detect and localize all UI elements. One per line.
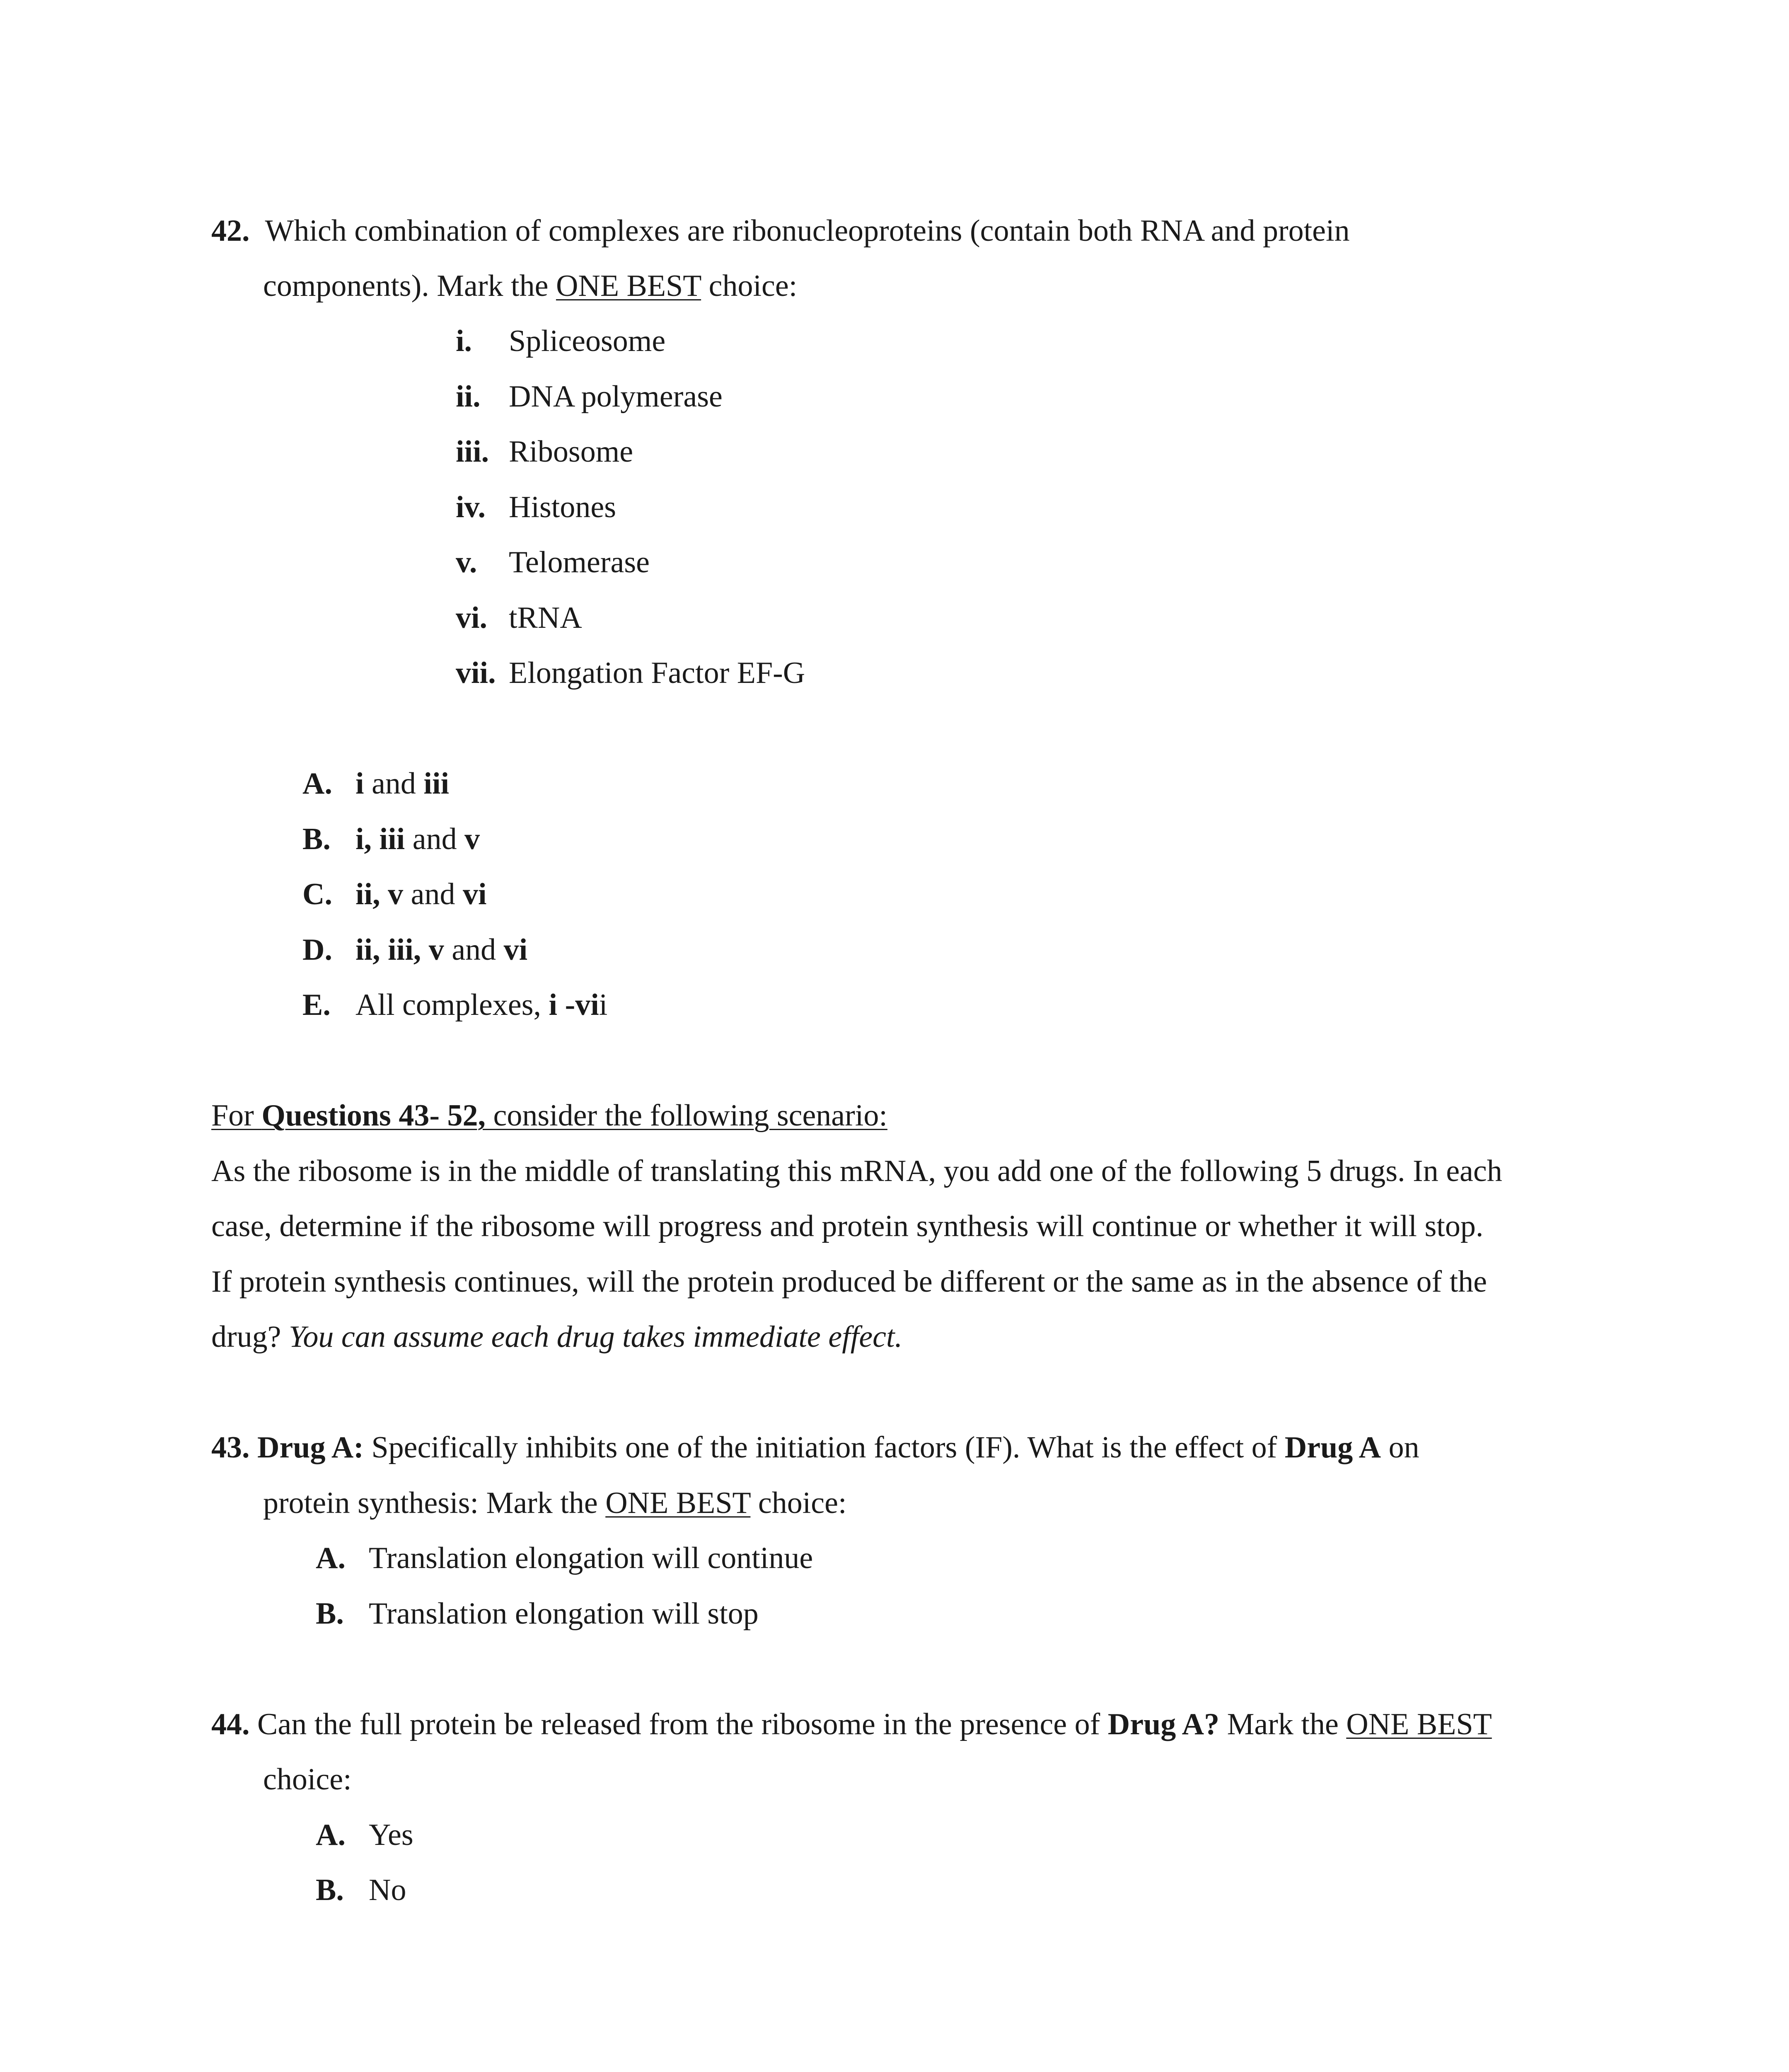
q42-item-text: Histones	[509, 490, 616, 524]
q42-stem-post: choice:	[701, 269, 798, 303]
q42-stem-line1	[211, 203, 1350, 259]
choice-item-ref: ii, v	[355, 877, 404, 911]
q42-item	[456, 645, 805, 701]
q44-stem-mid: Mark the	[1219, 1707, 1347, 1741]
q43-drug: Drug A:	[257, 1431, 364, 1464]
scenario-intro-post: consider the following scenario:	[485, 1099, 887, 1133]
q42-stem-line2	[263, 258, 797, 314]
q43-stem-end: on	[1381, 1431, 1419, 1464]
scenario-line4-pre: drug?	[211, 1320, 289, 1354]
q42-item-text: DNA polymerase	[509, 380, 723, 414]
choice-text: No	[369, 1873, 406, 1907]
q44-choice-a[interactable]	[316, 1807, 413, 1863]
q42-stem-text: Which combination of complexes are ribonucleoproteins (contain both RNA and protein	[265, 214, 1350, 248]
q44-stem-line2: choice:	[263, 1762, 352, 1796]
q42-item-num: ii.	[456, 380, 481, 414]
q42-item	[456, 535, 650, 590]
choice-label: C.	[302, 877, 332, 911]
q42-stem-pre: components). Mark the	[263, 269, 556, 303]
choice-text: Yes	[369, 1818, 413, 1852]
choice-item-ref: i -vi	[549, 988, 599, 1022]
choice-label: B.	[316, 1597, 344, 1631]
scenario-line: As the ribosome is in the middle of translating this mRNA, you add one of the following 5 drugs. In each	[211, 1154, 1502, 1188]
q42-one-best: ONE BEST	[556, 269, 701, 303]
scenario-line4-italic: You can assume each drug takes immediate effect.	[289, 1320, 903, 1354]
choice-item-ref: i	[355, 767, 364, 801]
q42-item-num: i.	[456, 324, 472, 358]
choice-text: i	[599, 988, 608, 1022]
choice-text: and	[405, 822, 465, 856]
choice-text: All complexes,	[355, 988, 549, 1022]
q43-stem-line1	[211, 1420, 1419, 1475]
q44-stem-line1	[211, 1697, 1492, 1752]
q44-number: 44.	[211, 1707, 250, 1741]
q42-item-num: iv.	[456, 490, 486, 524]
q42-choice-e[interactable]	[302, 977, 607, 1033]
q42-item-num: v.	[456, 545, 477, 579]
choice-label: A.	[302, 767, 332, 801]
q44-one-best: ONE BEST	[1346, 1707, 1492, 1741]
q43-stem-post: choice:	[750, 1486, 847, 1520]
q42-item-text: Ribosome	[509, 435, 633, 469]
choice-text: and	[403, 877, 463, 911]
q42-choice-b[interactable]	[302, 811, 480, 867]
scenario-line	[211, 1309, 902, 1365]
choice-item-ref: vi	[503, 933, 528, 967]
q42-choice-a[interactable]	[302, 756, 449, 811]
choice-item-ref: v	[464, 822, 480, 856]
choice-item-ref: i, iii	[355, 822, 405, 856]
q42-item-num: vi.	[456, 601, 488, 635]
q43-number: 43.	[211, 1431, 250, 1464]
q43-stem-line2	[263, 1475, 847, 1531]
scenario-intro	[211, 1088, 887, 1143]
q42-item	[456, 369, 723, 424]
choice-label: E.	[302, 988, 331, 1022]
q44-choice-b[interactable]	[316, 1862, 406, 1918]
q43-stem-pre: protein synthesis: Mark the	[263, 1486, 606, 1520]
scenario-line: If protein synthesis continues, will the protein produced be different or the same as in the absence of the	[211, 1265, 1487, 1299]
q42-choice-c[interactable]	[302, 867, 487, 922]
choice-text: and	[444, 933, 504, 967]
q42-number: 42.	[211, 214, 250, 248]
q42-item-num: iii.	[456, 435, 489, 469]
scenario-intro-pre: For	[211, 1099, 262, 1133]
q43-choice-a[interactable]	[316, 1530, 813, 1586]
q42-choice-d[interactable]	[302, 922, 527, 978]
scenario-intro-bold: Questions 43- 52,	[261, 1099, 486, 1133]
choice-label: A.	[316, 1541, 346, 1575]
q42-item	[456, 590, 582, 646]
choice-item-ref: vi	[462, 877, 487, 911]
choice-item-ref: ii, iii, v	[355, 933, 444, 967]
choice-item-ref: iii	[423, 767, 450, 801]
q42-item-text: Elongation Factor EF-G	[509, 656, 805, 690]
q42-item-num: vii.	[456, 656, 496, 690]
q43-one-best: ONE BEST	[605, 1486, 751, 1520]
choice-text: Translation elongation will continue	[369, 1541, 813, 1575]
choice-label: B.	[316, 1873, 344, 1907]
q42-item-text: Telomerase	[509, 545, 650, 579]
q44-stem-text: Can the full protein be released from the ribosome in the presence of	[249, 1707, 1108, 1741]
choice-label: B.	[302, 822, 331, 856]
q43-drug-ref: Drug A	[1284, 1431, 1381, 1464]
q42-item-text: Spliceosome	[509, 324, 666, 358]
q44-drug-ref: Drug A?	[1107, 1707, 1220, 1741]
q42-item	[456, 313, 665, 369]
choice-text: and	[364, 767, 424, 801]
choice-label: A.	[316, 1818, 346, 1852]
q42-item-text: tRNA	[509, 601, 582, 635]
q42-item	[456, 479, 616, 535]
q42-item	[456, 424, 633, 479]
choice-label: D.	[302, 933, 332, 967]
choice-text: Translation elongation will stop	[369, 1597, 759, 1631]
q43-stem-text: Specifically inhibits one of the initiation factors (IF). What is the effect of	[363, 1431, 1285, 1464]
q43-choice-b[interactable]	[316, 1586, 759, 1641]
scenario-line: case, determine if the ribosome will progress and protein synthesis will continue or whether it will stop.	[211, 1209, 1484, 1243]
